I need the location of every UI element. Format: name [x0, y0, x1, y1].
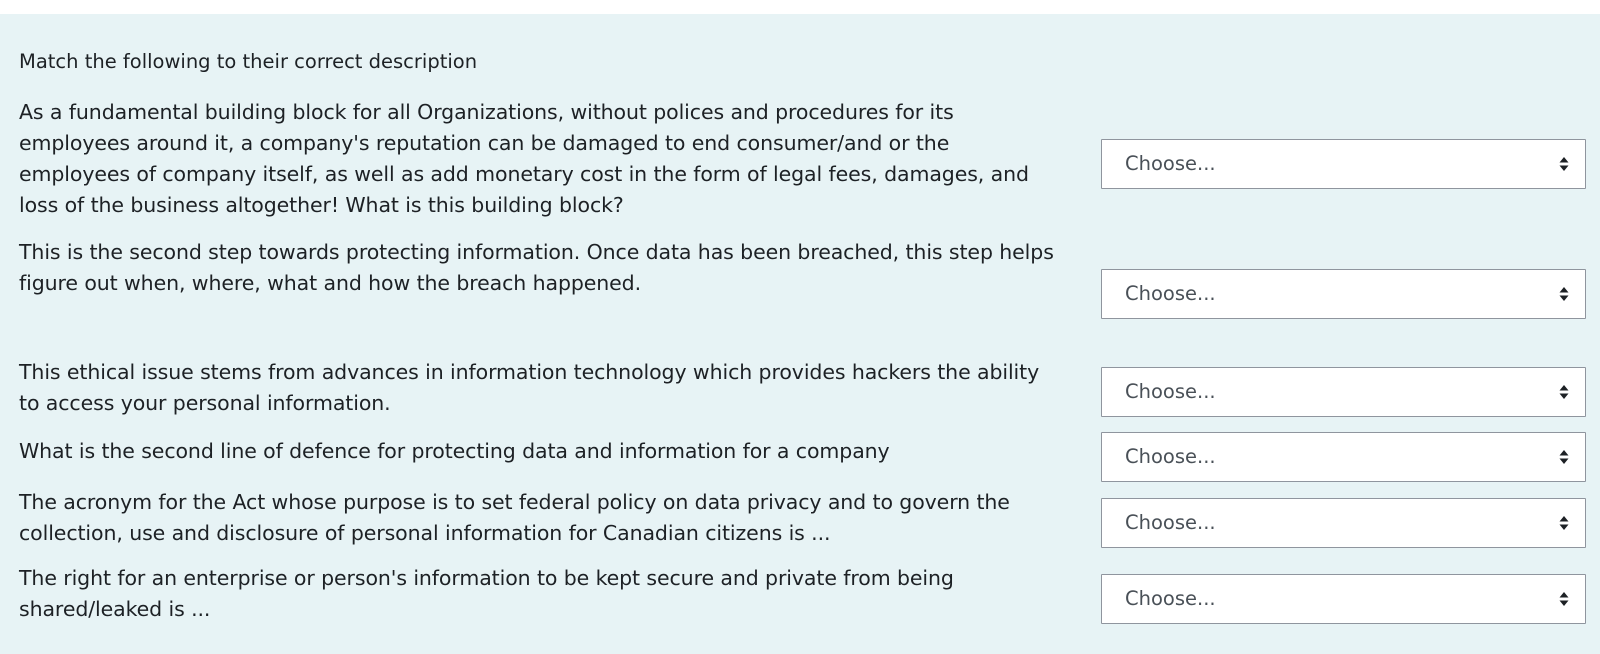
prompt-line: loss of the business altogether! What is this building block?: [19, 193, 624, 217]
select-value: Choose...: [1125, 380, 1216, 403]
sort-caret-icon: [1559, 591, 1569, 607]
match-prompt-6: [19, 563, 1094, 625]
sort-caret-icon: [1559, 156, 1569, 172]
select-value: Choose...: [1125, 445, 1216, 468]
match-prompt-4: [19, 436, 1094, 467]
prompt-line: employees around it, a company's reputation can be damaged to end consumer/and or the: [19, 131, 950, 155]
answer-select-6[interactable]: [1101, 574, 1586, 624]
prompt-line: What is the second line of defence for protecting data and information for a company: [19, 439, 890, 463]
select-value: Choose...: [1125, 511, 1216, 534]
answer-select-3[interactable]: [1101, 367, 1586, 417]
match-prompt-3: [19, 357, 1094, 419]
sort-caret-icon: [1559, 449, 1569, 465]
match-prompt-1: [19, 97, 1094, 221]
answer-select-1[interactable]: [1101, 139, 1586, 189]
select-value: Choose...: [1125, 282, 1216, 305]
select-value: Choose...: [1125, 587, 1216, 610]
prompt-line: collection, use and disclosure of personal information for Canadian citizens is ...: [19, 521, 831, 545]
prompt-line: to access your personal information.: [19, 391, 391, 415]
match-prompt-5: [19, 487, 1094, 549]
sort-caret-icon: [1559, 515, 1569, 531]
match-prompt-2: [19, 237, 1094, 299]
answer-select-5[interactable]: [1101, 498, 1586, 548]
sort-caret-icon: [1559, 286, 1569, 302]
prompt-line: shared/leaked is ...: [19, 597, 211, 621]
prompt-line: The acronym for the Act whose purpose is to set federal policy on data privacy and to govern the: [19, 490, 1010, 514]
prompt-line: As a fundamental building block for all Organizations, without polices and procedures for its: [19, 100, 954, 124]
select-value: Choose...: [1125, 152, 1216, 175]
sort-caret-icon: [1559, 384, 1569, 400]
prompt-line: employees of company itself, as well as add monetary cost in the form of legal fees, damages, and: [19, 162, 1029, 186]
question-instruction: Match the following to their correct description: [19, 50, 478, 73]
prompt-line: The right for an enterprise or person's information to be kept secure and private from being: [19, 566, 954, 590]
answer-select-2[interactable]: [1101, 269, 1586, 319]
prompt-line: figure out when, where, what and how the breach happened.: [19, 271, 642, 295]
prompt-line: This ethical issue stems from advances in information technology which provides hackers the ability: [19, 360, 1040, 384]
answer-select-4[interactable]: [1101, 432, 1586, 482]
prompt-line: This is the second step towards protecting information. Once data has been breached, this step helps: [19, 240, 1054, 264]
